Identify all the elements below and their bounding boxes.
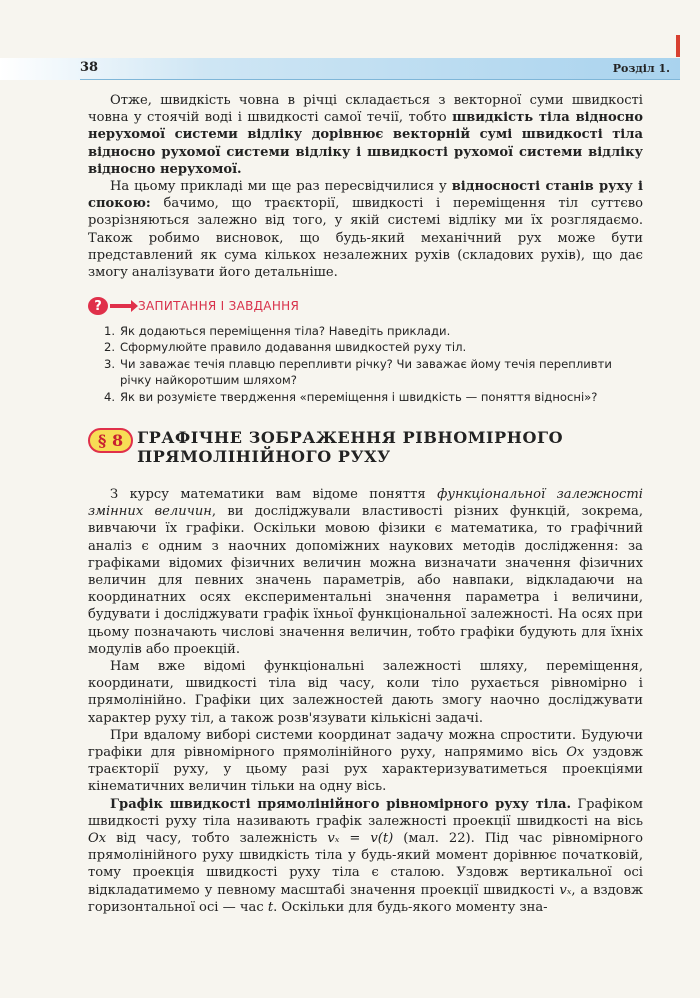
questions-title: ЗАПИТАННЯ І ЗАВДАННЯ [138, 299, 300, 313]
text-run: При вдалому виборі системи координат задачу можна спростити. Будуючи графіки для рівномірного прямолінійного руху, напрямимо вісь [88, 727, 643, 761]
item-number: 2. [104, 340, 116, 355]
body-paragraph-4 [88, 796, 643, 916]
italic-run: Ox [88, 831, 107, 847]
body-paragraph-1 [88, 486, 643, 658]
section-label: Розділ 1. [612, 62, 670, 75]
intro-text [88, 92, 643, 281]
text-run: , а вздовж горизонтальної осі — час [88, 882, 643, 915]
list-item [104, 323, 644, 339]
text-run: (мал. 22). Під час рівномірного прямолінійного руху швидкість тіла у будь-який момент дорівнює початковій, тому проекція швидкості руху тіла є сталою. Уздовж вертикальної осі відкладатимемо у певному масштабі значення проекції швидкості [88, 831, 643, 898]
list-item [104, 339, 644, 355]
section-heading [88, 428, 563, 466]
text-run: . Оскільки для будь-якого моменту зна- [273, 899, 548, 915]
text-run: Отже, швидкість човна в річці складається з векторної суми швидкості човна у стоячій воді і швидкості самої течії, тобто [88, 93, 643, 126]
section-title [137, 428, 563, 466]
italic-run: Ox [566, 745, 585, 761]
arrow-icon [110, 304, 132, 308]
intro-paragraph-1 [88, 92, 643, 178]
body-text [88, 486, 643, 916]
question-icon: ? [88, 297, 108, 315]
item-number: 3. [104, 356, 116, 371]
italic-run: vₓ = v(t) [327, 831, 394, 847]
section-title-line-2: ПРЯМОЛІНІЙНОГО РУХУ [137, 447, 391, 466]
item-number: 4. [104, 389, 116, 404]
text-run: Нам вже відомі функціональні залежності шляху, переміщення, координати, швидкості тіла від часу, коли тіло рухається рівномірно і прямолінійно. Графіки цих залежностей дають змогу наочно досліджувати характер руху тіл, а також розв'язувати кількісні задачі. [88, 659, 643, 726]
text-run: На цьому прикладі ми ще раз пересвідчилися у [110, 179, 452, 195]
questions-list [104, 323, 644, 405]
bold-run: Графік швидкості прямолінійного рівномірного руху тіла. [110, 796, 572, 812]
page-number: 38 [80, 60, 99, 75]
page-edge-marker [676, 35, 680, 57]
body-paragraph-3 [88, 727, 643, 796]
text-run: З курсу математики вам відоме поняття [110, 487, 438, 502]
text-run: бачимо, що траєкторії, швидкості і переміщення тіл суттєво розрізняються залежно від того, у якій системі відліку ми їх розглядаємо. Також робимо висновок, що будь-який механічний рух може бути представлений як сума кількох незалежних рухів (складових рухів), що дає змогу аналізувати його детальніше. [88, 196, 643, 281]
item-text: Як ви розумієте твердження «переміщення і швидкість — поняття відносні»? [120, 389, 598, 404]
bold-run: відносності станів руху і спокою: [88, 179, 643, 212]
item-text: Як додаються переміщення тіла? Наведіть приклади. [120, 324, 451, 338]
italic-run: функціональної залежності змінних величин [88, 487, 643, 520]
section-badge: § 8 [88, 428, 133, 453]
text-run: Графіком швидкості руху тіла називають графік залежності проекції швидкості на вісь [88, 796, 643, 829]
italic-run: t [267, 899, 274, 915]
header-band [0, 58, 680, 80]
header-rule [80, 79, 680, 80]
section-title-line-1: ГРАФІЧНЕ ЗОБРАЖЕННЯ РІВНОМІРНОГО [137, 428, 564, 447]
text-run: уздовж траєкторії руху, у цьому разі рух характеризуватиметься проекціями кінематичних величин тільки на одну вісь. [88, 745, 643, 795]
list-item [104, 389, 644, 405]
text-run: від часу, тобто залежність [106, 831, 328, 847]
list-item [104, 356, 644, 389]
item-number: 1. [104, 324, 116, 338]
bold-run: швидкість тіла відносно нерухомої системи відліку дорівнює векторній сумі швидкості тіла відносно рухомої системи відліку і швидкості рухомої системи відліку відносно нерухомої. [88, 110, 643, 177]
questions-header [88, 295, 299, 317]
body-paragraph-2 [88, 658, 643, 727]
item-text: Сформулюйте правило додавання швидкостей руху тіл. [120, 340, 467, 355]
text-run: , ви досліджували властивості різних функцій, зокрема, вивчаючи їх графіки. Оскільки мовою фізики є математика, то графічний аналіз є одним з наочних допоміжних наукових методів дослідження: за графіками відомих фізичних величин можна визначати значення фізичних величин для певних значень параметрів, або навпаки, відкладаючи на координатних осях експериментальні значення параметра і величини, будувати і досліджувати графік їхньої функціональної залежності. На осях при цьому позначають числові значення величин, тобто графіки будують для їхніх модулів або проекцій. [88, 504, 643, 657]
italic-run: vₓ [559, 882, 572, 898]
item-text: Чи заважає течія плавцю перепливти річку? Чи заважає йому течія перепливти річку найкоротшим шляхом? [120, 356, 612, 388]
intro-paragraph-2 [88, 178, 643, 281]
